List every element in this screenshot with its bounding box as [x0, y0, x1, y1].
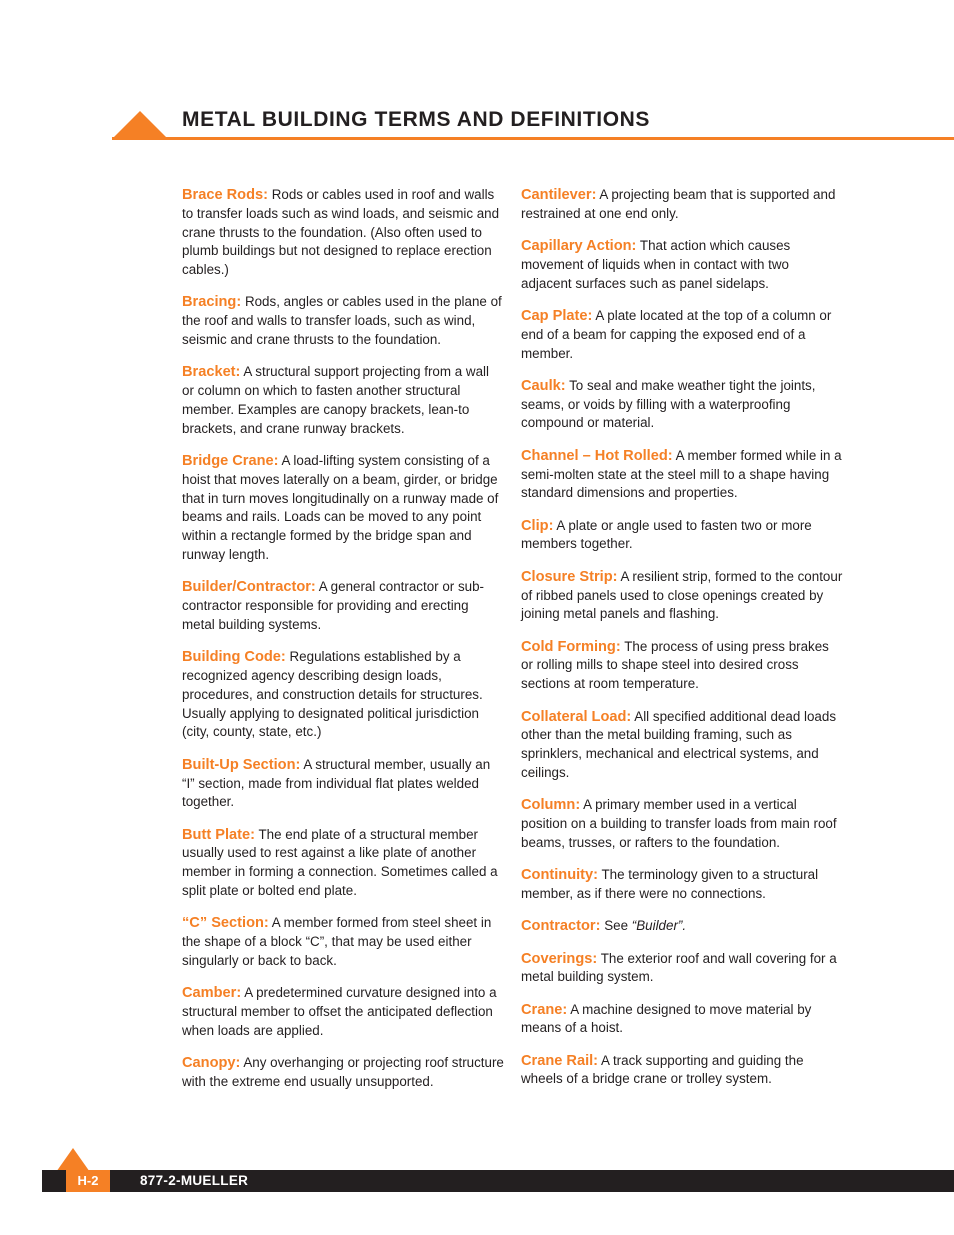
definition: A track supporting and guiding the wheels of a bridge crane or trolley system. [521, 1052, 804, 1087]
definition-entry [521, 1001, 843, 1039]
definition: See [604, 918, 629, 934]
definition: A member formed while in a semi-molten state at the steel mill to a shape having standard dimensions and properties. [521, 447, 842, 501]
definition: The process of using press brakes or rolling mills to shape steel into desired cross sections at room temperature. [521, 638, 829, 692]
definition-entry [521, 186, 843, 224]
term: Bracket: [182, 364, 241, 381]
term: Bracing: [182, 294, 242, 311]
term: Cold Forming: [521, 638, 621, 655]
definition-entry [521, 796, 843, 852]
definition-entry [521, 708, 843, 783]
definition: A member formed from steel sheet in the shape of a block “C”, that may be used either singularly or back to back. [182, 915, 492, 968]
term: Capillary Action: [521, 238, 637, 255]
definition: All specified additional dead loads other than the metal building framing, such as sprinklers, mechanical and electrical systems, and ceilings. [521, 708, 837, 780]
definition-entry [182, 756, 504, 812]
term: Built-Up Section: [182, 756, 301, 773]
definition: To seal and make weather tight the joints, seams, or voids by filling with a waterproofing compound or material. [521, 377, 816, 431]
term: Building Code: [182, 649, 286, 666]
definition: A machine designed to move material by means of a hoist. [521, 1001, 812, 1036]
definition-entry [182, 648, 504, 742]
term: Bridge Crane: [182, 453, 279, 470]
definition-entry [521, 917, 843, 936]
left-column [182, 186, 504, 1105]
definition-entry [521, 866, 843, 904]
definition-entry [521, 950, 843, 988]
term: Crane Rail: [521, 1052, 599, 1069]
definition: A plate or angle used to fasten two or more members together. [521, 517, 812, 552]
footer-phone: 877-2-MUELLER [140, 1173, 249, 1188]
term: Butt Plate: [182, 826, 255, 843]
definition-entry [521, 307, 843, 363]
header-triangle [112, 111, 168, 139]
term: Collateral Load: [521, 708, 632, 725]
definition-entry [182, 293, 504, 349]
definition-entry [521, 568, 843, 624]
definition: A general contractor or sub-contractor responsible for providing and erecting metal building systems. [182, 579, 485, 632]
definition-entry [521, 237, 843, 293]
definition: A structural member, usually an “I” section, made from individual flat plates welded together. [182, 756, 491, 810]
term: Cantilever: [521, 187, 597, 203]
definition: Regulations established by a recognized agency describing design loads, procedures, and construction details for structures. Usually applying to designated political jurisdiction (city, county, state, etc.) [182, 649, 483, 740]
definition: The exterior roof and wall covering for a metal building system. [521, 950, 837, 985]
term: Contractor: [521, 918, 601, 935]
definition: Rods, angles or cables used in the plane of the roof and walls to transfer loads, such as wind, seismic and crane thrusts to the foundation. [182, 294, 502, 348]
term: Closure Strip: [521, 568, 618, 585]
right-column [521, 186, 843, 1103]
definition-reference: “Builder”. [631, 918, 687, 934]
definition: Any overhanging or projecting roof structure with the extreme end usually unsupported. [182, 1055, 504, 1089]
definition: A structural support projecting from a wall or column on which to fasten another structural member. Examples are canopy brackets, lean-to brackets, and crane runway brackets. [182, 364, 489, 436]
definition: A plate located at the top of a column or end of a beam for capping the exposed end of a member. [521, 307, 832, 361]
term: Camber: [182, 985, 242, 1002]
definition-entry [521, 638, 843, 694]
definition: A projecting beam that is supported and restrained at one end only. [521, 187, 836, 221]
term: Continuity: [521, 867, 599, 884]
definition: A primary member used in a vertical position on a building to transfer loads from main roof beams, trusses, or rafters to the foundation. [521, 797, 837, 850]
header-rule [112, 137, 954, 140]
definition-entry [521, 1052, 843, 1090]
definition: A load-lifting system consisting of a hoist that moves laterally on a beam, girder, or bridge that in turn moves longitudinally on a runway made of beams and rails. Loads can be moved to any point within a rectangle formed by the bridge span and runway length. [182, 453, 499, 563]
definition-entry [182, 578, 504, 634]
term: Clip: [521, 517, 554, 534]
definition-entry [182, 1054, 504, 1092]
definition: A resilient strip, formed to the contour of ribbed panels used to close openings created by joining metal panels and flashing. [521, 568, 843, 622]
definition-entry [521, 517, 843, 555]
definition: A predetermined curvature designed into a structural member to offset the anticipated deflection when loads are applied. [182, 985, 497, 1038]
definition-entry [182, 826, 504, 901]
definition-entry [182, 984, 504, 1040]
definition-entry [182, 914, 504, 970]
definition: The end plate of a structural member usually used to rest against a like plate of another member in forming a connection. Sometimes called a split plate or bolted end plate. [182, 826, 498, 898]
term: Canopy: [182, 1055, 241, 1072]
definition-entry [182, 186, 504, 280]
term: Crane: [521, 1001, 568, 1018]
definition: The terminology given to a structural member, as if there were no connections. [521, 867, 819, 901]
term: Channel – Hot Rolled: [521, 447, 673, 464]
page-number: H-2 [66, 1170, 110, 1192]
page-title: METAL BUILDING TERMS AND DEFINITIONS [182, 108, 651, 131]
term: Builder/Contractor: [182, 579, 316, 596]
definition: That action which causes movement of liquids when in contact with two adjacent surfaces such as panel sidelaps. [521, 238, 791, 291]
term: “C” Section: [182, 915, 269, 932]
definition: Rods or cables used in roof and walls to transfer loads such as wind loads, and seismic and crane thrusts to the foundation. (Also often used to plumb buildings but not designed to replace erection cables.) [182, 187, 500, 278]
definition-entry [521, 377, 843, 433]
definition-entry [182, 452, 504, 565]
definition-entry [182, 363, 504, 438]
definition-entry [521, 447, 843, 503]
term: Column: [521, 797, 581, 814]
term: Coverings: [521, 950, 598, 967]
term: Brace Rods: [182, 187, 268, 203]
term: Caulk: [521, 377, 566, 394]
term: Cap Plate: [521, 307, 593, 324]
